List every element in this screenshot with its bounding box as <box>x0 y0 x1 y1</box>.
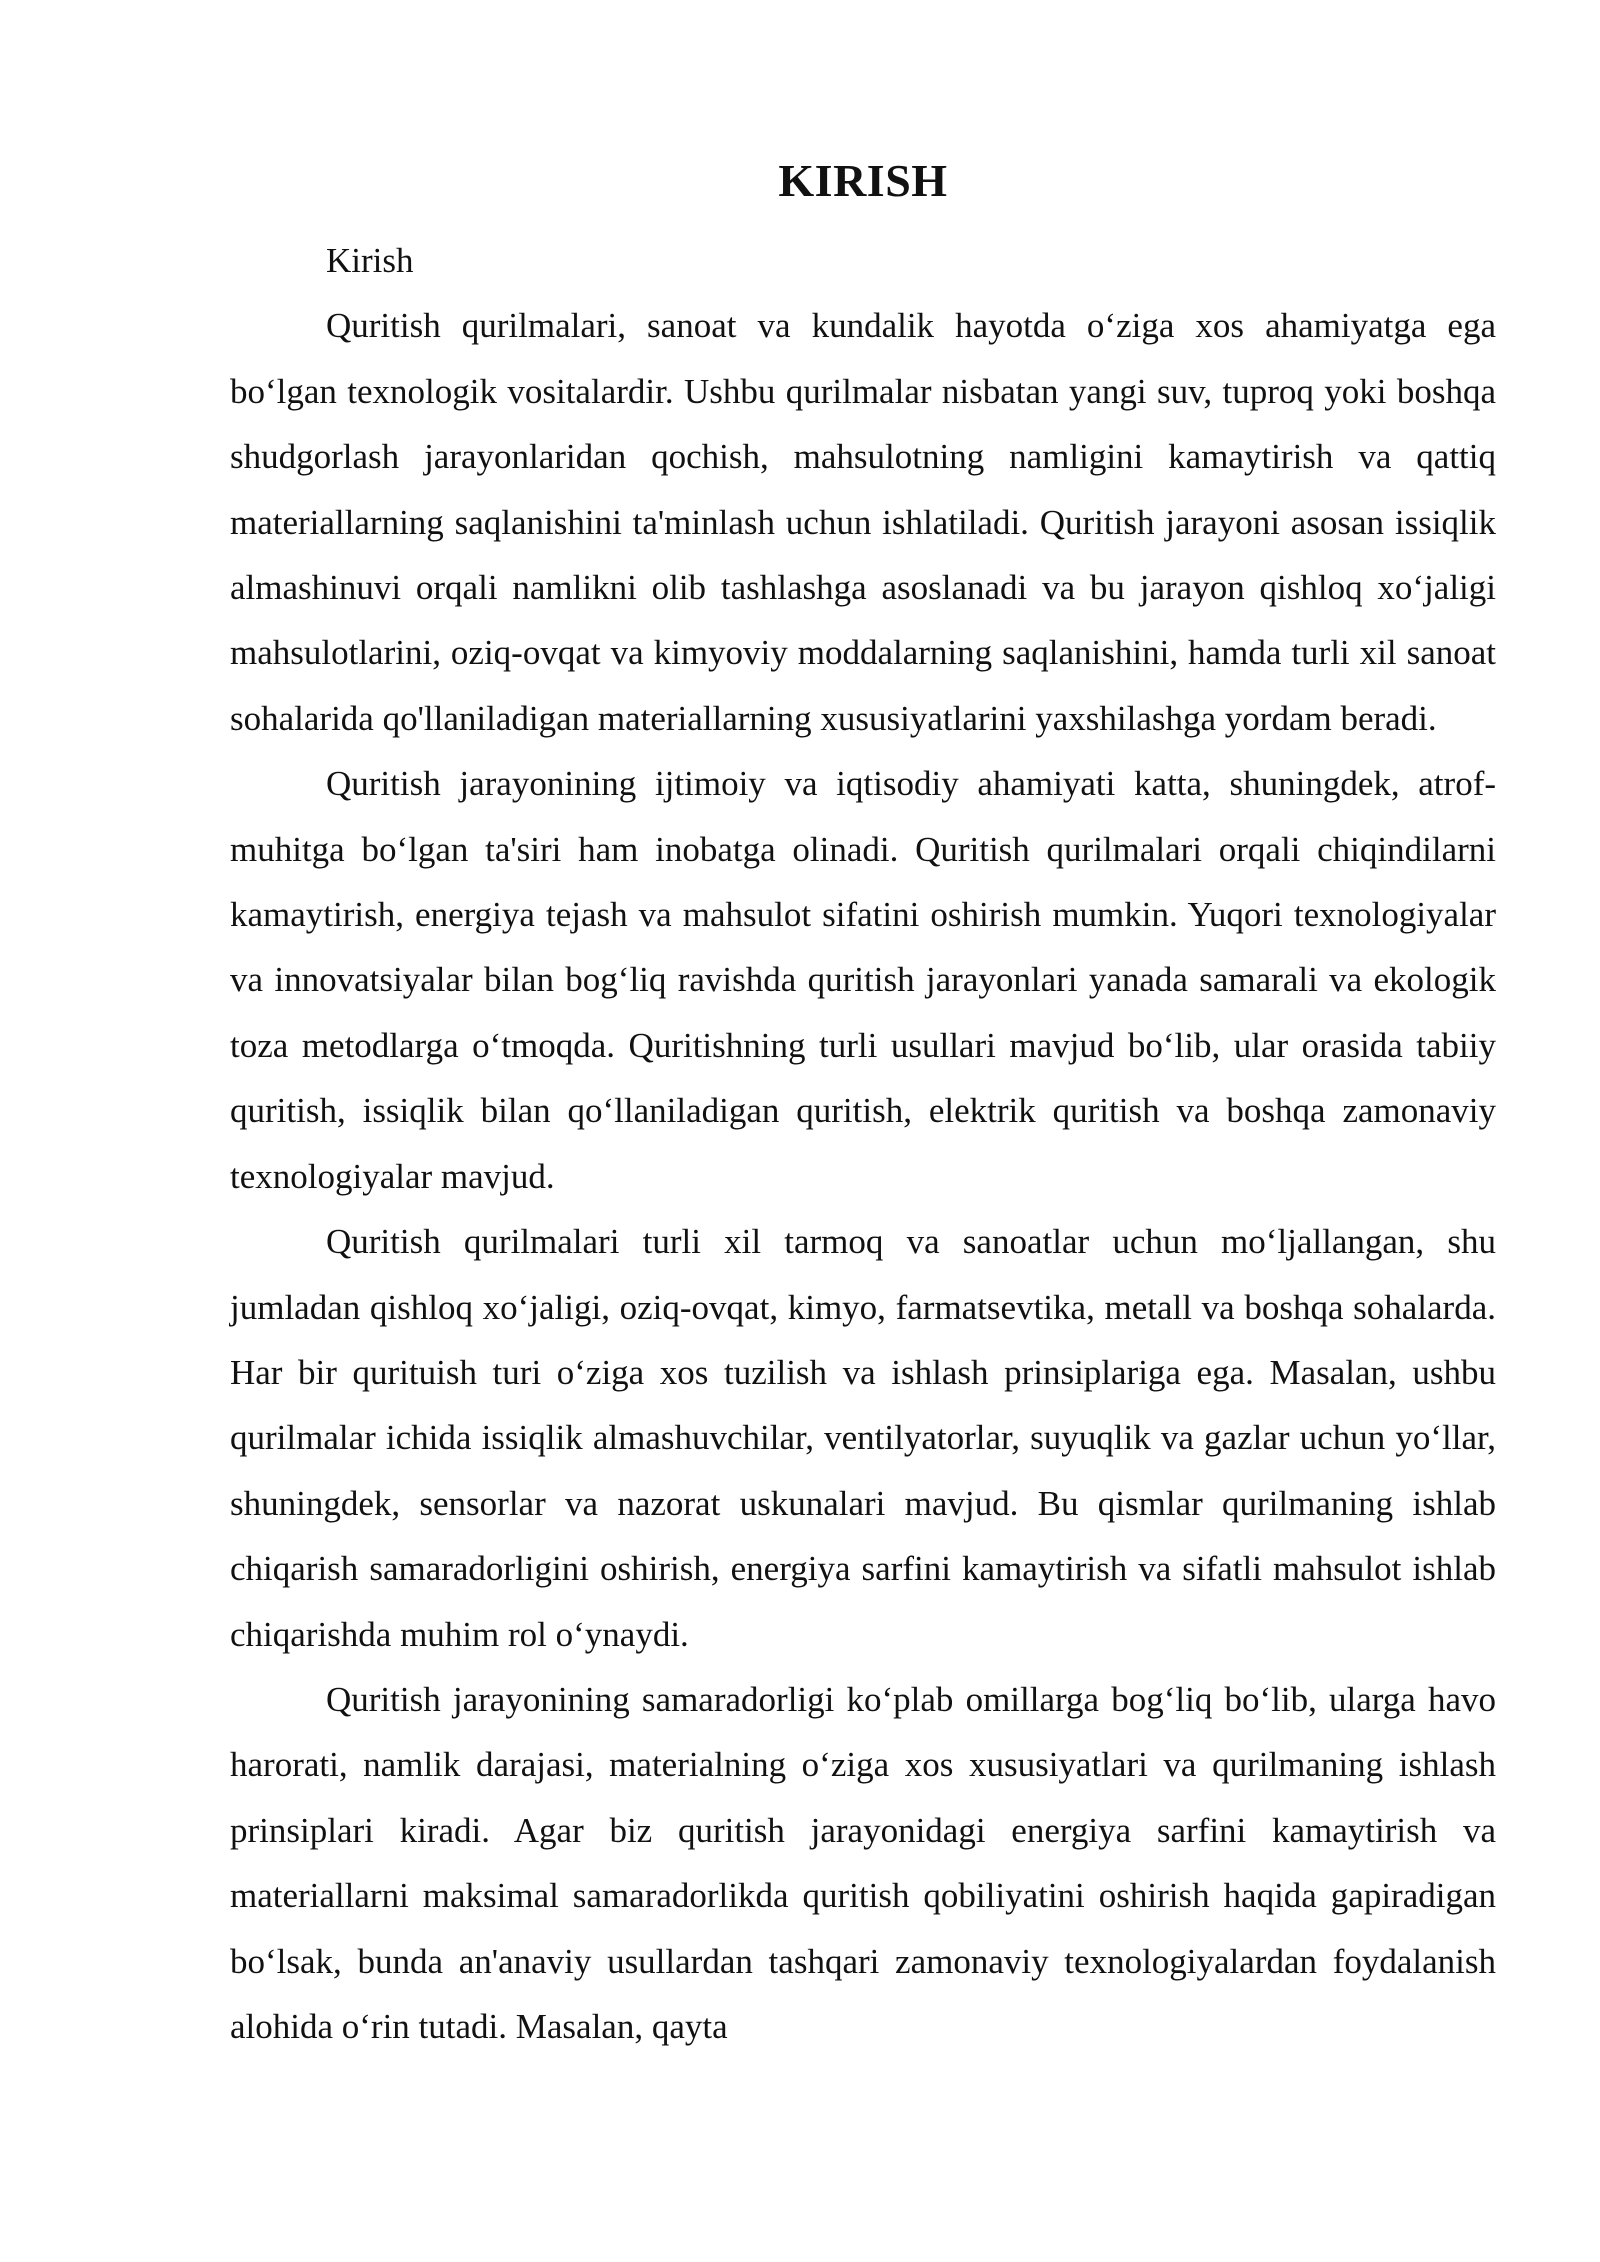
paragraph-1: Quritish qurilmalari, sanoat va kundalik hayotda o‘ziga xos ahamiyatga ega bo‘lgan texnologik vositalardir. Ushbu qurilmalar nisbatan yangi suv, tuproq yoki boshqa shudgorlash jarayonlaridan qochish, mahsulotning namligini kamaytirish va qattiq materiallarning saqlanishini ta'minlash uchun ishlatiladi. Quritish jarayoni asosan issiqlik almashinuvi orqali namlikni olib tashlashga asoslanadi va bu jarayon qishloq xo‘jaligi mahsulotlarini, oziq-ovqat va kimyoviy moddalarning saqlanishini, hamda turli xil sanoat sohalarida qo'llaniladigan materiallarning xususiyatlarini yaxshilashga yordam beradi. <box>230 306 1496 738</box>
document-body <box>230 148 1496 2059</box>
paragraph-3: Quritish qurilmalari turli xil tarmoq va sanoatlar uchun mo‘ljallangan, shu jumladan qishloq xo‘jaligi, oziq-ovqat, kimyo, farmatsevtika, metall va boshqa sohalarda. Har bir qurituish turi o‘ziga xos tuzilish va ishlash prinsiplariga ega. Masalan, ushbu qurilmalar ichida issiqlik almashuvchilar, ventilyatorlar, suyuqlik va gazlar uchun yo‘llar, shuningdek, sensorlar va nazorat uskunalari mavjud. Bu qismlar qurilmaning ishlab chiqarish samaradorligini oshirish, energiya sarfini kamaytirish va sifatli mahsulot ishlab chiqarishda muhim rol o‘ynaydi. <box>230 1222 1496 1654</box>
paragraph-4: Quritish jarayonining samaradorligi ko‘plab omillarga bog‘liq bo‘lib, ularga havo harorati, namlik darajasi, materialning o‘ziga xos xususiyatlari va qurilmaning ishlash prinsiplari kiradi. Agar biz quritish jarayonidagi energiya sarfini kamaytirish va materiallarni maksimal samaradorlikda quritish qobiliyatini oshirish haqida gapiradigan bo‘lsak, bunda an'anaviy usullardan tashqari zamonaviy texnologiyalardan foydalanish alohida o‘rin tutadi. Masalan, qayta <box>230 1679 1496 2046</box>
page-title: KIRISH <box>778 155 948 206</box>
paragraph-2: Quritish jarayonining ijtimoiy va iqtisodiy ahamiyati katta, shuningdek, atrof-muhitga bo‘lgan ta'siri ham inobatga olinadi. Quritish qurilmalari orqali chiqindilarni kamaytirish, energiya tejash va mahsulot sifatini oshirish mumkin. Yuqori texnologiyalar va innovatsiyalar bilan bog‘liq ravishda quritish jarayonlari yanada samarali va ekologik toza metodlarga o‘tmoqda. Quritishning turli usullari mavjud bo‘lib, ular orasida tabiiy quritish, issiqlik bilan qo‘llaniladigan quritish, elektrik quritish va boshqa zamonaviy texnologiyalar mavjud. <box>230 764 1496 1196</box>
section-subheading: Kirish <box>326 241 414 280</box>
